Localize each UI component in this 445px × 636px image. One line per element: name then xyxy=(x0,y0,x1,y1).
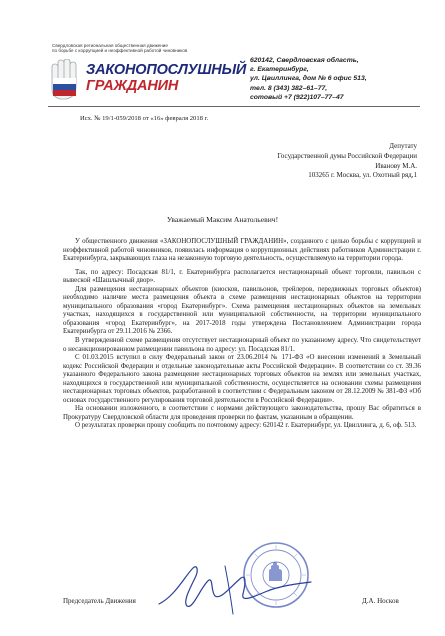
signatory-name: Д.А. Носков xyxy=(362,597,399,605)
address-line: тел. 8 (343) 382–61–77, xyxy=(250,84,328,92)
handwritten-signature-icon xyxy=(155,556,325,618)
signatory-title: Председатель Движения xyxy=(63,597,136,605)
recipient-line: Депутату xyxy=(389,142,417,150)
logo-line-2: ГРАЖДАНИН xyxy=(86,78,179,94)
org-line-2: по борьбе с коррупцией и неэффективной работой чиновников xyxy=(52,48,188,54)
logo-line-1: ЗАКОНОПОСЛУШНЫЙ xyxy=(86,62,247,78)
address-line: ул. Цвиллинга, дом № 6 офис 513, xyxy=(250,75,367,83)
org-line-1: Свердловская региональная общественная движение xyxy=(52,43,168,48)
paragraph: У общественного движения «ЗАКОНОПОСЛУШНЫЙ ГРАЖДАНИН», созданного с целью борьбы с коррупцией и неэффективной работой чиновников, появилась информация о коррупционных действиях работников Администрации г. Екатеринбурга, закрывающих глаза на незаконную торговую деятельность, осуществляемую на территории города. xyxy=(63,238,421,263)
greeting: Уважаемый Максим Анатольевич! xyxy=(166,215,279,224)
logo-hand-flag-icon xyxy=(48,59,82,103)
outgoing-reference: Исх. № 19/1-059/2018 от «16» февраля 2018 г. xyxy=(80,115,209,122)
recipient-line: 103265 г. Москва, ул. Охотный ряд,1 xyxy=(308,171,417,180)
organization-subtitle xyxy=(52,43,202,54)
address-line: сотовый +7 (922)107–77–47 xyxy=(250,93,344,101)
recipient-block xyxy=(277,142,417,181)
address-line: г. Екатеринбург, xyxy=(250,66,309,74)
paragraph: В утвержденной схеме размещения отсутствует нестационарный объект по указанному адресу. Что свидетельствует о несанкционированном размещении павильона по адресу: ул. Посадская 81/1. xyxy=(63,337,421,353)
organization-address xyxy=(250,56,420,102)
recipient-line: Государственной думы Российской Федерации xyxy=(277,151,417,160)
recipient-line: Иванову М.А. xyxy=(375,161,417,170)
letter-body xyxy=(63,238,421,431)
logo-wordmark xyxy=(86,62,246,94)
paragraph: Так, по адресу: Посадская 81/1, г. Екатеринбурга располагается нестационарный объект торговли, павильон с вывеской «Шашлычный двор». xyxy=(63,268,421,285)
paragraph: О результатах проверки прошу сообщить по почтовому адресу: 620142 г. Екатеринбург, ул. Цвиллинга, д. 6, оф. 513. xyxy=(75,422,417,430)
address-line: 620142, Свердловская область, xyxy=(250,57,359,64)
paragraph: С 01.03.2015 вступил в силу Федеральный закон от 23.06.2014 № 171-ФЗ «О внесении изменений в Земельный кодекс Российской Федерации и отдельные законодательные акты Российской Федерации». В соответствии со ст. 39.36 указанного Федерального закона размещение нестационарных торговых объектов на землях или земельных участках, находящихся в государственной или муниципальной собственности, осуществляется на основании схемы размещения нестационарных торговых объектов, разработанной в соответствии с Федеральным законом от 28.12.2009 № 381-ФЗ «Об основах государственного регулирования торговой деятельности в Российской Федерации». xyxy=(63,354,421,404)
paragraph: На основании изложенного, в соответствии с нормами действующего законодательства, прошу Вас обратиться в Прокуратуру Свердловской области для проведения проверки по фактам, указанным в обращении. xyxy=(63,405,421,421)
header-divider xyxy=(48,106,420,107)
paragraph: Для размещения нестационарных объектов (киосков, павильонов, трейлеров, передвижных торговых объектов) необходимо наличие места размещения объекта в схеме размещения нестационарных объектов на территории муниципального образования «город Екатеринбург». Схема размещения нестационарных объектов на земельных участках, находящихся в государственной или муниципальной собственности, на территории муниципального образования «город Екатеринбург», на 2017-2018 годы утверждена Постановлением Администрации города Екатеринбурга от 29.11.2016 № 2366. xyxy=(63,285,421,336)
